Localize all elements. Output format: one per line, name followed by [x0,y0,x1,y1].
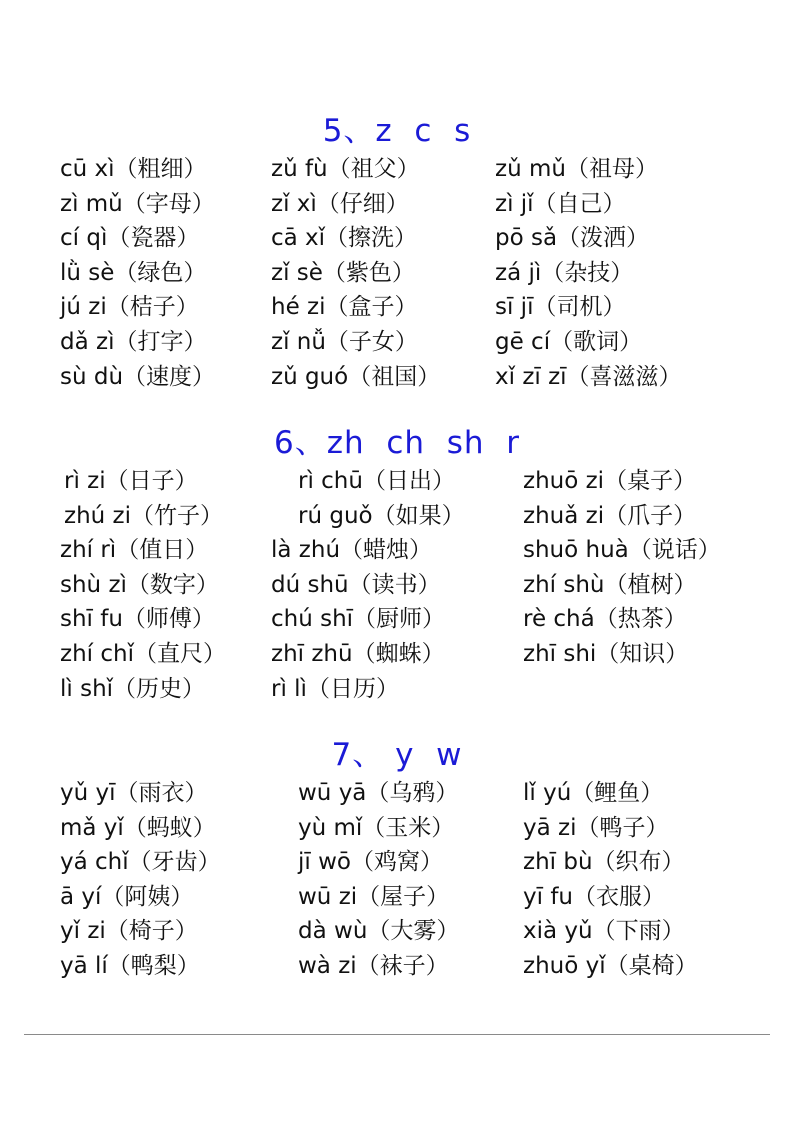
word-entry: cí qì（瓷器） [60,225,200,251]
word-entry: zǐ xì（仔细） [271,191,409,217]
word-entry: zhuǎ zi（爪子） [523,503,697,529]
word-entry: yá chǐ（牙齿） [60,849,221,875]
word-entry: jī wō（鸡窝） [298,849,443,875]
word-entry: rì zi（日子） [64,468,198,494]
word-entry: là zhú（蜡烛） [271,537,433,563]
bottom-divider [24,1034,770,1035]
word-entry: yī fu（衣服） [523,884,665,910]
word-entry: zhuō zi（桌子） [523,468,697,494]
word-entry: zhú zi（竹子） [64,503,224,529]
word-entry: pō sǎ（泼洒） [495,225,650,251]
word-entry: dǎ zì（打字） [60,329,207,355]
word-entry: mǎ yǐ（蚂蚁） [60,815,216,841]
word-entry: rè chá（热茶） [523,606,687,632]
word-entry: yǔ yī（雨衣） [60,780,208,806]
word-entry: wū yā（乌鸦） [298,780,459,806]
section-z-c-s-heading: 5、z c s [322,113,472,149]
word-entry: cū xì（粗细） [60,156,207,182]
word-entry: zǐ sè（紫色） [271,260,415,286]
word-entry: ā yí（阿姨） [60,884,194,910]
word-entry: hé zi（盒子） [271,294,418,320]
word-entry: yā lí（鸭梨） [60,953,200,979]
word-entry: shī fu（师傅） [60,606,215,632]
word-entry: zì jǐ（自己） [495,191,626,217]
word-entry: zá jì（杂技） [495,260,634,286]
word-entry: zhí rì（值日） [60,537,209,563]
word-entry: xǐ zī zī（喜滋滋） [495,364,682,390]
section-y-w-heading: 7、 y w [331,737,463,773]
word-entry: zhí chǐ（直尺） [60,641,226,667]
word-entry: wà zi（袜子） [298,953,449,979]
word-entry: yù mǐ（玉米） [298,815,455,841]
word-entry: sī jī（司机） [495,294,626,320]
word-entry: xià yǔ（下雨） [523,918,685,944]
word-entry: dú shū（读书） [271,572,441,598]
word-entry: cā xǐ（擦洗） [271,225,418,251]
word-entry: jú zi（桔子） [60,294,199,320]
word-entry: sù dù（速度） [60,364,216,390]
word-entry: chú shī（厨师） [271,606,446,632]
word-entry: rì chū（日出） [298,468,455,494]
word-entry: zǔ fù（祖父） [271,156,420,182]
word-entry: zhī shi（知识） [523,641,689,667]
word-entry: lǜ sè（绿色） [60,260,207,286]
word-entry: zì mǔ（字母） [60,191,215,217]
word-entry: gē cí（歌词） [495,329,643,355]
word-entry: shuō huà（说话） [523,537,721,563]
word-entry: wū zi（屋子） [298,884,450,910]
word-entry: zhī zhū（蜘蛛） [271,641,445,667]
word-entry: zhí shù（植树） [523,572,697,598]
word-entry: zǐ nǚ（子女） [271,329,418,355]
word-entry: yǐ zi（椅子） [60,918,198,944]
word-entry: zhuō yǐ（桌椅） [523,953,698,979]
section-zh-ch-sh-r-heading: 6、zh ch sh r [273,425,520,461]
word-entry: rú guǒ（如果） [298,503,465,529]
word-entry: lǐ yú（鲤鱼） [523,780,664,806]
word-entry: shù zì（数字） [60,572,219,598]
word-entry: yā zi（鸭子） [523,815,669,841]
word-entry: dà wù（大雾） [298,918,460,944]
word-entry: zhī bù（织布） [523,849,685,875]
word-entry: zǔ guó（祖国） [271,364,441,390]
word-entry: rì lì（日历） [271,676,399,702]
word-entry: zǔ mǔ（祖母） [495,156,658,182]
word-entry: lì shǐ（历史） [60,676,206,702]
